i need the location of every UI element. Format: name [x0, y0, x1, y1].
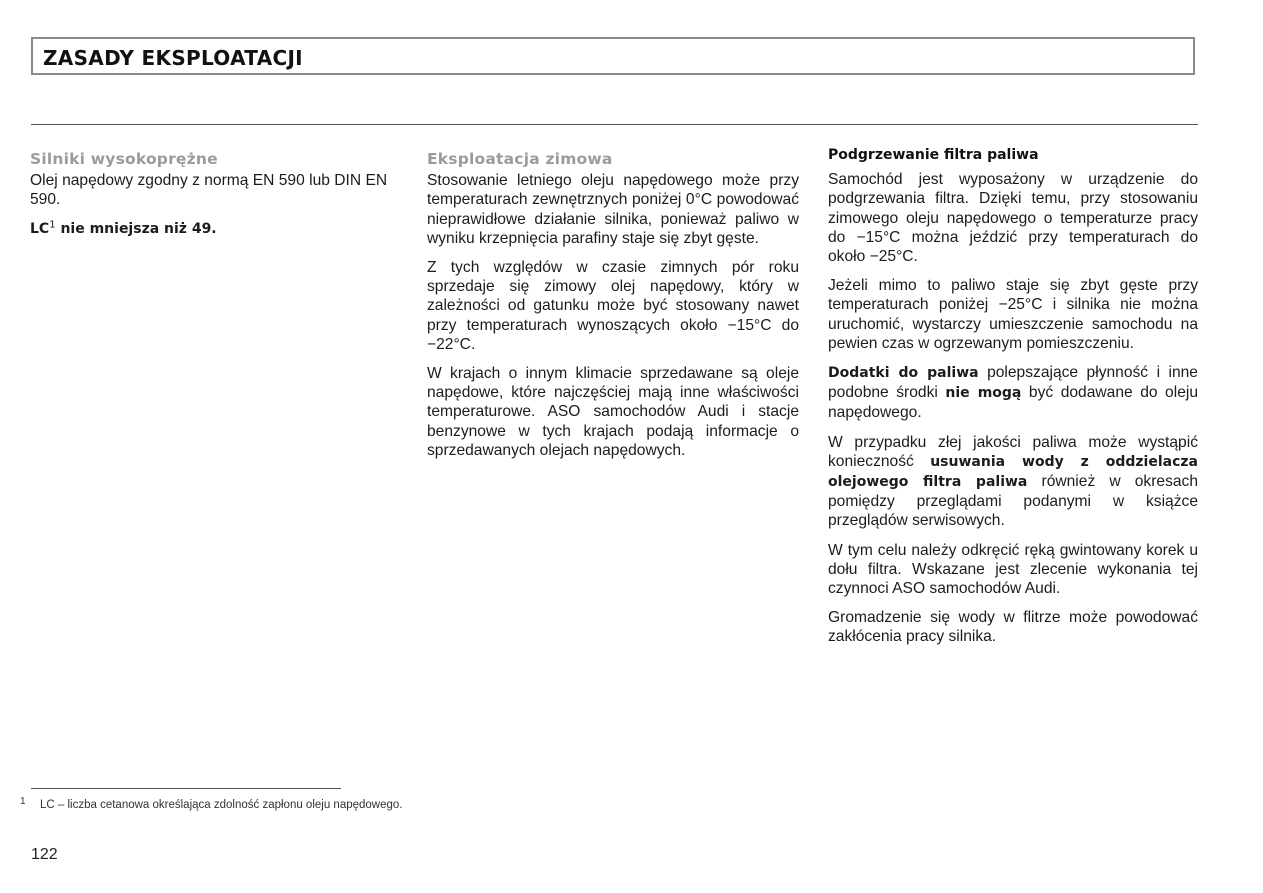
column-diesel-engines	[30, 146, 400, 239]
water-warning-paragraph: Gromadzenie się wody w flitrze może powodować zakłócenia pracy silnika.	[828, 609, 1198, 646]
diesel-norm-paragraph: Olej napędowy zgodny z normą EN 590 lub DIN EN 590.	[30, 172, 388, 209]
water-text-2: również w okresach pomiędzy przeglądami podanymi w książce przeglądów serwisowych.	[828, 473, 1199, 530]
section-title: ZASADY EKSPLOATACJI	[43, 46, 303, 70]
additives-paragraph	[828, 363, 1198, 423]
water-removal-bold: usuwania wody z oddzielacza olejowego filtra paliwa	[828, 453, 1198, 491]
footnote-rule	[31, 788, 341, 789]
water-removal-paragraph	[828, 433, 1198, 531]
cetane-label: LC	[30, 220, 50, 237]
winter-paragraph-2: Z tych względów w czasie zimnych pór roku sprzedaje się zimowy olej napędowy, który w zależności od gatunku może być stosowany nawet przy temperaturach wynoszących około −15°C do −22°C.	[427, 259, 799, 353]
winter-paragraph-1: Stosowanie letniego oleju napędowego może przy temperaturach zewnętrznych poniżej 0°C powodować nieprawidłowe działanie silnika, ponieważ paliwo w wyniku krzepnięcia parafiny staje się zbyt gęste.	[427, 172, 799, 247]
additives-cannot-bold: nie mogą	[945, 385, 1022, 402]
section-header-box	[31, 37, 1195, 75]
additives-text-1: polepszające płynność i inne podobne środki	[828, 364, 1198, 402]
water-text-1: W przypadku złej jakości paliwa może wystąpić konieczność	[828, 433, 1198, 470]
additives-bold: Dodatki do paliwa	[828, 365, 979, 382]
diesel-heading: Silniki wysokoprężne	[30, 150, 218, 168]
column-filter-heating	[828, 146, 1198, 657]
drain-plug-paragraph: W tym celu należy odkręcić ręką gwintowany korek u dołu filtra. Wskazane jest zlecenie wykonania tej czynnoci ASO samochodów Audi.	[828, 541, 1198, 598]
cetane-value: nie mniejsza niż 49.	[55, 220, 217, 237]
column-winter-operation	[427, 146, 799, 470]
additives-text-2: być dodawane do oleju napędowego.	[828, 384, 1199, 422]
page-number: 122	[31, 846, 58, 863]
cetane-requirement	[30, 220, 400, 239]
filter-paragraph-2: Jeżeli mimo to paliwo staje się zbyt gęste przy temperaturach poniżej −25°C i silnika nie można uruchomić, wystarczy umieszczenie samochodu na pewien czas w ogrzewanym pomieszczeniu.	[828, 277, 1198, 352]
footnote-mark: 1	[20, 796, 26, 807]
filter-paragraph-1: Samochód jest wyposażony w urządzenie do podgrzewania filtra. Dzięki temu, przy stosowaniu zimowego oleju napędowego o temperaturze pracy do −15°C można jeździć przy temperaturach do około −25°C.	[828, 171, 1198, 266]
horizontal-rule	[31, 124, 1198, 125]
filter-heating-heading: Podgrzewanie filtra paliwa	[828, 147, 1039, 163]
winter-heading: Eksploatacja zimowa	[427, 150, 613, 168]
footnote-ref: 1	[49, 218, 56, 230]
winter-paragraph-3: W krajach o innym klimacie sprzedawane są oleje napędowe, które najczęściej mają inne właściwości temperaturowe. ASO samochodów Audi i stacje benzynowe w tych krajach podają informacje o sprzedawanych olejach napędowych.	[427, 365, 799, 459]
footnote	[20, 797, 420, 813]
footnote-text: LC – liczba cetanowa określająca zdolność zapłonu oleju napędowego.	[40, 799, 403, 811]
